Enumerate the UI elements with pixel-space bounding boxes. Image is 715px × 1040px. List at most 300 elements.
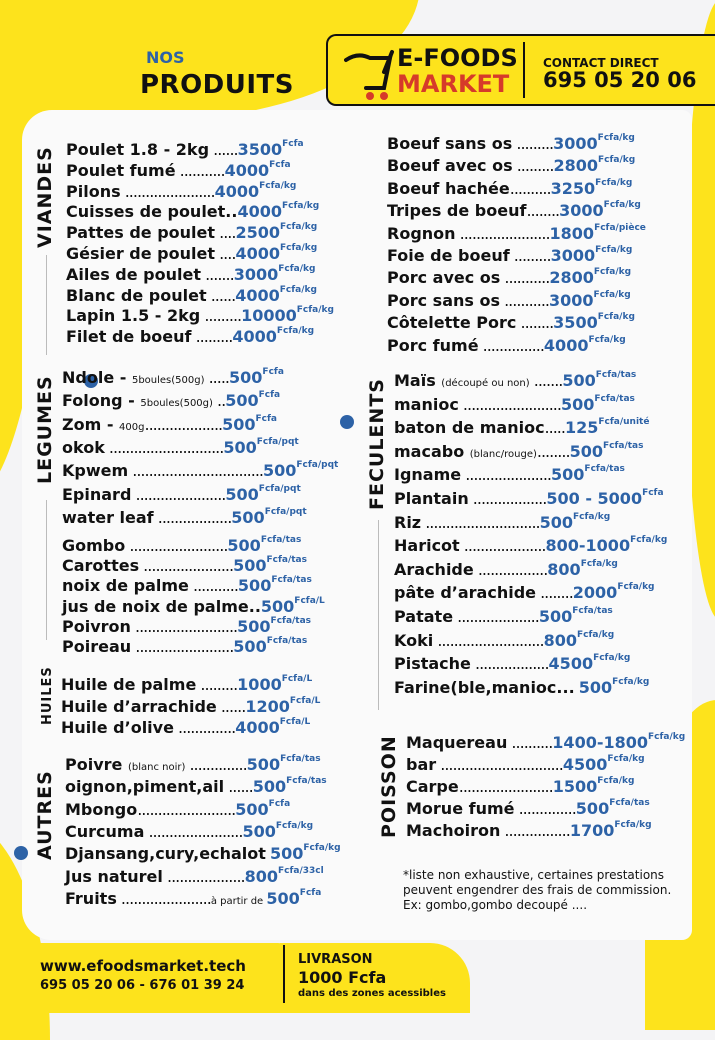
item-price: 2500 <box>235 223 280 243</box>
menu-item-row <box>66 244 317 264</box>
menu-item-row <box>387 336 626 356</box>
item-price: 2000 <box>572 583 618 603</box>
item-price: 10000 <box>241 306 297 326</box>
menu-item-row <box>394 631 614 651</box>
livraison-price: 1000 Fcfa <box>298 968 387 987</box>
item-price: 500 <box>227 536 261 555</box>
item-dots: ..... <box>204 368 230 387</box>
item-price: 500 <box>551 465 585 485</box>
livraison-note: dans des zones acessibles <box>298 988 446 999</box>
item-name: Jus naturel <box>65 866 163 886</box>
item-name: bar <box>406 755 437 774</box>
item-note: 5boules(500g) <box>131 375 205 386</box>
item-price: 800-1000 <box>545 536 631 556</box>
item-note: 5boules(500g) <box>140 398 213 410</box>
item-unit: Fcfa/tas <box>609 798 650 808</box>
item-name: Mbongo <box>65 799 138 819</box>
item-price: 500 <box>252 777 287 797</box>
menu-item-row <box>394 513 610 533</box>
item-dots: ...... <box>224 777 253 797</box>
contact-label: CONTACT DIRECT <box>543 56 659 70</box>
menu-item-row <box>62 508 307 528</box>
item-name: Djansang,cury,echalot <box>65 844 266 864</box>
menu-item-row <box>65 800 290 820</box>
item-price: 1500 <box>552 777 598 796</box>
item-name: Porc avec os <box>387 268 501 288</box>
item-unit: Fcfa/kg <box>280 222 318 233</box>
item-dots: .............. <box>173 718 236 738</box>
item-name: Fruits <box>65 888 117 908</box>
item-name: Patate <box>394 607 454 626</box>
item-name: Huile de palme <box>61 675 197 694</box>
item-name: Côtelette Porc <box>387 313 517 333</box>
title-nos: NOS <box>146 48 185 67</box>
menu-item-row <box>66 202 319 222</box>
item-dots: ........ <box>526 201 560 221</box>
item-price: 1200 <box>245 696 290 716</box>
item-dots: ................... <box>144 414 223 434</box>
item-unit: Fcfa/kg <box>595 245 633 255</box>
item-price: 4000 <box>235 718 280 738</box>
item-name: jus de noix de palme.. <box>62 596 261 616</box>
item-dots: .............. <box>514 799 576 818</box>
item-unit: Fcfa/tas <box>266 555 307 566</box>
item-price: 500 <box>538 607 573 626</box>
item-price: 500 <box>246 755 281 774</box>
decorative-blue-dot <box>14 846 28 860</box>
item-name: Carpe <box>406 777 459 796</box>
item-name: Foie de boeuf <box>387 246 510 265</box>
item-dots: .......... <box>507 733 553 752</box>
item-dots: ........... <box>175 160 225 180</box>
item-price: 125 <box>564 418 599 438</box>
item-unit: Fcfa/tas <box>286 776 327 787</box>
item-unit: Fcfa/L <box>279 717 311 728</box>
item-name: baton de manioc <box>394 418 545 438</box>
item-name: Huile d’arrachide <box>61 696 217 716</box>
menu-item-row <box>387 268 631 288</box>
item-dots: .................. <box>153 507 232 527</box>
item-price: 500 <box>231 507 265 527</box>
menu-item-row <box>394 536 667 556</box>
item-unit: Fcfa <box>269 159 291 170</box>
menu-item-row <box>66 265 315 285</box>
menu-item-row <box>394 418 649 438</box>
item-name: Igname <box>394 465 462 485</box>
menu-item-row <box>62 368 284 391</box>
footnote: *liste non exhaustive, certaines prestations peuvent engendrer des frais de commission. Ex: gombo,gombo decoupé .... <box>403 868 672 912</box>
item-unit: Fcfa/pqt <box>264 506 307 517</box>
item-dots: ................. <box>473 559 548 579</box>
item-dots: .... <box>215 223 236 243</box>
item-price: 1400-1800 <box>552 733 648 752</box>
header-divider <box>523 42 525 98</box>
menu-item-row <box>65 889 321 912</box>
item-price: 500 <box>222 414 256 434</box>
item-dots: ...................... <box>455 223 550 243</box>
item-dots: ........................ <box>131 637 234 656</box>
item-unit: Fcfa/pièce <box>594 222 646 233</box>
item-unit: Fcfa/kg <box>303 843 341 854</box>
item-dots: ........... <box>500 268 550 288</box>
item-name: noix de palme <box>62 576 189 596</box>
item-unit: Fcfa/kg <box>598 155 636 166</box>
item-unit: Fcfa <box>262 367 284 377</box>
item-unit: Fcfa <box>268 798 291 809</box>
item-dots: ........................ <box>125 536 228 555</box>
item-price: 500 - 5000 <box>546 489 643 508</box>
item-price: 4000 <box>235 244 280 263</box>
item-dots: ......... <box>512 156 554 176</box>
item-dots: ......... <box>512 134 554 153</box>
menu-item-row <box>387 201 641 221</box>
item-dots: .................... <box>459 536 546 556</box>
item-price: 3500 <box>553 313 598 333</box>
item-unit: Fcfa/kg <box>617 582 655 593</box>
item-name: Pistache <box>394 654 471 674</box>
item-name: Zom - <box>62 414 120 434</box>
item-price: 500 <box>578 677 613 697</box>
menu-item-row <box>387 134 635 154</box>
item-price: 500 <box>260 596 295 616</box>
menu-item-row <box>406 821 652 841</box>
menu-item-row <box>394 465 625 485</box>
item-price: 3000 <box>233 264 279 284</box>
menu-item-row <box>394 442 643 465</box>
item-dots: .................. <box>470 654 549 674</box>
item-unit: Fcfa/tas <box>594 393 635 404</box>
item-name: Poivre <box>65 755 128 774</box>
item-dots: ......... <box>509 246 551 265</box>
menu-item-row <box>65 867 324 887</box>
item-name: Pilons <box>66 181 121 201</box>
menu-item-row <box>387 291 631 311</box>
menu-item-row <box>387 156 635 176</box>
category-feculents: FECULENTS <box>366 378 388 510</box>
item-price: 1800 <box>549 223 595 243</box>
item-note: (blanc noir) <box>127 762 186 773</box>
menu-item-row <box>62 461 338 481</box>
item-price: 500 <box>225 484 259 504</box>
item-name: Machoiron <box>406 821 501 840</box>
menu-item-row <box>65 755 321 778</box>
item-unit: Fcfa/33cl <box>278 865 324 876</box>
item-price: 3000 <box>559 201 604 221</box>
item-price: 1000 <box>237 675 282 694</box>
divider-legumes <box>46 500 47 640</box>
item-dots: .................. <box>468 489 547 508</box>
divider-feculents <box>378 520 379 710</box>
item-unit: Fcfa/kg <box>614 820 652 830</box>
item-price: 500 <box>235 799 269 819</box>
item-unit: Fcfa/kg <box>612 676 650 687</box>
item-price: 4000 <box>224 160 270 180</box>
item-name: Haricot <box>394 536 460 556</box>
item-name: Boeuf sans os <box>387 134 513 153</box>
item-name: Tripes de boeuf <box>387 201 527 221</box>
item-dots: ............................ <box>421 512 540 532</box>
item-unit: Fcfa/kg <box>607 754 645 764</box>
menu-item-row <box>62 556 307 576</box>
item-name: Lapin 1.5 - 2kg <box>66 306 201 326</box>
category-poisson: POISSON <box>378 735 400 838</box>
item-name: Plantain <box>394 489 469 508</box>
item-dots: ........ <box>536 441 570 461</box>
item-dots: ................... <box>162 866 245 886</box>
item-price: 500 <box>269 844 304 864</box>
item-price: 500 <box>237 616 271 636</box>
item-name: Poireau <box>62 637 132 656</box>
item-name: Porc sans os <box>387 290 500 310</box>
category-huiles: HUILES <box>40 666 55 725</box>
menu-item-row <box>65 844 341 864</box>
menu-item-row <box>65 777 327 797</box>
item-name: Pattes de poulet <box>66 223 216 243</box>
menu-item-row <box>66 161 291 181</box>
item-name: Ailes de poulet <box>66 264 201 284</box>
item-name: Cuisses de poulet.. <box>66 202 238 222</box>
item-price: 500 <box>575 799 610 818</box>
item-price: 4000 <box>543 335 589 355</box>
menu-item-row <box>65 822 313 842</box>
menu-item-row <box>61 697 320 717</box>
item-name: Blanc de poulet <box>66 285 207 305</box>
item-unit: Fcfa/kg <box>576 629 615 640</box>
item-price: 500 <box>266 888 300 908</box>
item-note: 400g <box>119 421 145 433</box>
item-dots: .................... <box>453 607 539 626</box>
item-dots: .... <box>215 244 236 263</box>
item-dots: ....... <box>529 371 563 390</box>
item-name: Porc fumé <box>387 335 479 355</box>
item-name: Poulet fumé <box>66 160 176 180</box>
item-unit: Fcfa/kg <box>276 326 315 337</box>
item-price: 500 <box>539 512 574 532</box>
menu-item-row <box>394 371 636 394</box>
item-price: 4000 <box>214 181 260 201</box>
item-name: Gésier de poulet <box>66 244 215 263</box>
item-name: Kpwem <box>62 461 129 481</box>
phone-numbers: 695 05 20 06 - 676 01 39 24 <box>40 978 245 993</box>
item-price: 3250 <box>550 178 596 198</box>
item-price: 500 <box>233 637 267 656</box>
item-unit: Fcfa/tas <box>260 535 302 545</box>
item-dots: ........ <box>516 313 554 333</box>
menu-item-row <box>62 485 301 505</box>
item-price: 800 <box>547 559 581 579</box>
item-unit: Fcfa/kg <box>580 558 618 569</box>
item-price: 3500 <box>237 140 283 159</box>
item-dots: ...................... <box>116 888 211 908</box>
item-name: oignon,piment,ail <box>65 777 225 797</box>
menu-item-row <box>394 395 635 415</box>
item-unit: Fcfa/pqt <box>296 460 339 471</box>
item-name: pâte d’arachide <box>394 583 536 603</box>
item-name: macabo <box>394 441 470 461</box>
item-name: Epinard <box>62 484 132 504</box>
item-price: 500 <box>237 576 272 596</box>
item-price: 2800 <box>549 268 594 288</box>
item-unit: Fcfa/L <box>294 595 325 606</box>
menu-item-row <box>66 286 317 306</box>
menu-item-row <box>62 415 277 438</box>
logo-text-efoods: E-FOODS <box>397 44 518 72</box>
item-name: Curcuma <box>65 821 145 841</box>
item-unit: Fcfa/pqt <box>258 483 301 494</box>
item-unit: Fcfa/kg <box>597 312 635 323</box>
menu-item-row <box>66 306 334 326</box>
item-unit: Fcfa/kg <box>279 284 317 295</box>
item-unit: Fcfa/kg <box>648 732 686 742</box>
item-unit: Fcfa/kg <box>595 177 633 188</box>
item-price: 500 <box>225 391 259 411</box>
item-unit: Fcfa/tas <box>595 370 637 380</box>
item-dots: ....... <box>201 264 234 284</box>
menu-item-row <box>406 755 645 775</box>
item-price: 500 <box>263 461 297 481</box>
item-price: 4000 <box>232 327 277 347</box>
item-dots: .............. <box>185 755 247 774</box>
item-dots: ............................ <box>104 437 224 457</box>
item-price: 500 <box>229 368 263 387</box>
logo-text-market: MARKET <box>397 70 510 98</box>
item-dots: ...... <box>209 140 238 159</box>
item-unit: Fcfa/kg <box>279 243 318 253</box>
menu-item-row <box>66 223 317 243</box>
footer-divider <box>283 945 285 1003</box>
item-name: water leaf <box>62 507 154 527</box>
item-dots: ........... <box>499 290 550 310</box>
item-price: 4000 <box>237 202 282 222</box>
menu-item-row <box>62 391 280 414</box>
item-unit: Fcfa/kg <box>630 535 668 546</box>
item-dots: .............................. <box>436 755 563 774</box>
item-price: 4500 <box>548 654 594 674</box>
item-dots: ......... <box>196 675 238 694</box>
item-unit: Fcfa/tas <box>584 464 625 475</box>
item-unit: Fcfa <box>255 413 278 424</box>
item-price: 800 <box>543 630 577 650</box>
item-unit: Fcfa/pqt <box>256 436 299 447</box>
category-autres: AUTRES <box>34 770 56 860</box>
item-dots: ........... <box>188 576 238 596</box>
website-link[interactable]: www.efoodsmarket.tech <box>40 957 246 975</box>
category-viandes: VIANDES <box>34 146 56 248</box>
item-dots: ......... <box>191 327 233 347</box>
menu-item-row <box>394 678 649 698</box>
item-dots: ...... <box>216 696 246 716</box>
item-price: 4000 <box>235 285 280 305</box>
item-name: manioc <box>394 394 459 414</box>
item-unit: Fcfa/kg <box>588 334 626 345</box>
item-name: Folong - <box>62 391 141 411</box>
item-price: 500 <box>562 371 596 390</box>
item-note: (blanc/rouge) <box>469 448 537 460</box>
item-dots: ....................... <box>144 821 243 841</box>
item-unit: Fcfa/tas <box>280 754 321 764</box>
menu-item-row <box>66 327 314 347</box>
item-unit: Fcfa/L <box>281 674 313 684</box>
item-price: 500 <box>223 437 257 457</box>
title-produits: PRODUITS <box>140 70 295 100</box>
item-dots: ................................ <box>128 461 263 481</box>
item-unit: Fcfa/kg <box>282 201 320 212</box>
menu-item-row <box>61 718 310 738</box>
item-dots: ........................ <box>137 799 236 819</box>
item-name: Koki <box>394 630 434 650</box>
item-unit: Fcfa/tas <box>270 615 312 626</box>
menu-item-row <box>387 246 632 266</box>
menu-item-row <box>387 313 635 333</box>
item-dots: ................ <box>500 821 570 840</box>
item-name: Farine(ble,manioc... <box>394 677 575 697</box>
category-legumes: LEGUMES <box>34 375 56 484</box>
item-unit: Fcfa/kg <box>275 820 314 831</box>
item-dots: .. <box>212 391 226 411</box>
item-price: 3000 <box>553 134 598 153</box>
item-unit: Fcfa/kg <box>603 200 641 211</box>
item-unit: Fcfa/kg <box>593 267 632 278</box>
item-price: 1700 <box>569 821 615 840</box>
item-price: 3000 <box>549 290 594 310</box>
item-dots: ...................... <box>139 556 234 576</box>
item-dots: ......................... <box>130 616 238 636</box>
item-price: 3000 <box>550 246 596 265</box>
menu-item-row <box>62 597 325 617</box>
item-name: Arachide <box>394 559 474 579</box>
menu-item-row <box>394 607 613 627</box>
item-dots: ..................... <box>461 465 552 485</box>
item-unit: Fcfa/kg <box>278 263 316 274</box>
item-name: Maïs <box>394 371 442 390</box>
menu-item-row <box>394 654 630 674</box>
contact-number: 695 05 20 06 <box>543 68 697 92</box>
decorative-blue-dot <box>340 415 354 429</box>
item-unit: Fcfa/kg <box>597 776 635 786</box>
item-price: 800 <box>244 866 279 886</box>
item-name: Poivron <box>62 616 131 636</box>
item-dots: .......................... <box>433 630 544 650</box>
menu-item-row <box>406 733 685 753</box>
menu-item-row <box>406 777 634 797</box>
livraison-title: LIVRASON <box>298 952 373 967</box>
item-unit: Fcfa/tas <box>271 575 312 586</box>
item-unit: Fcfa/kg <box>593 289 631 300</box>
item-unit: Fcfa <box>642 488 664 498</box>
menu-item-row <box>394 560 618 580</box>
item-name: Carottes <box>62 556 140 576</box>
item-unit: Fcfa/tas <box>572 606 613 616</box>
menu-item-row <box>61 675 312 695</box>
item-dots: ...................... <box>120 181 215 201</box>
menu-item-row <box>62 438 299 458</box>
item-unit: Fcfa/kg <box>593 653 631 664</box>
item-price: 500 <box>560 394 595 414</box>
item-dots: .......... <box>509 178 551 198</box>
menu-item-row <box>62 617 311 637</box>
item-unit: Fcfa/kg <box>597 133 635 143</box>
item-price: 500 <box>233 556 267 576</box>
item-unit: Fcfa <box>282 139 304 149</box>
item-note: (découpé ou non) <box>441 378 530 389</box>
item-unit: Fcfa/L <box>289 695 321 706</box>
item-dots: ..... <box>544 418 565 438</box>
menu-item-row <box>62 576 312 596</box>
item-dots: ...... <box>206 285 236 305</box>
item-dots: ......... <box>200 306 242 326</box>
menu-item-row <box>394 583 655 603</box>
item-price: 2800 <box>553 156 598 176</box>
